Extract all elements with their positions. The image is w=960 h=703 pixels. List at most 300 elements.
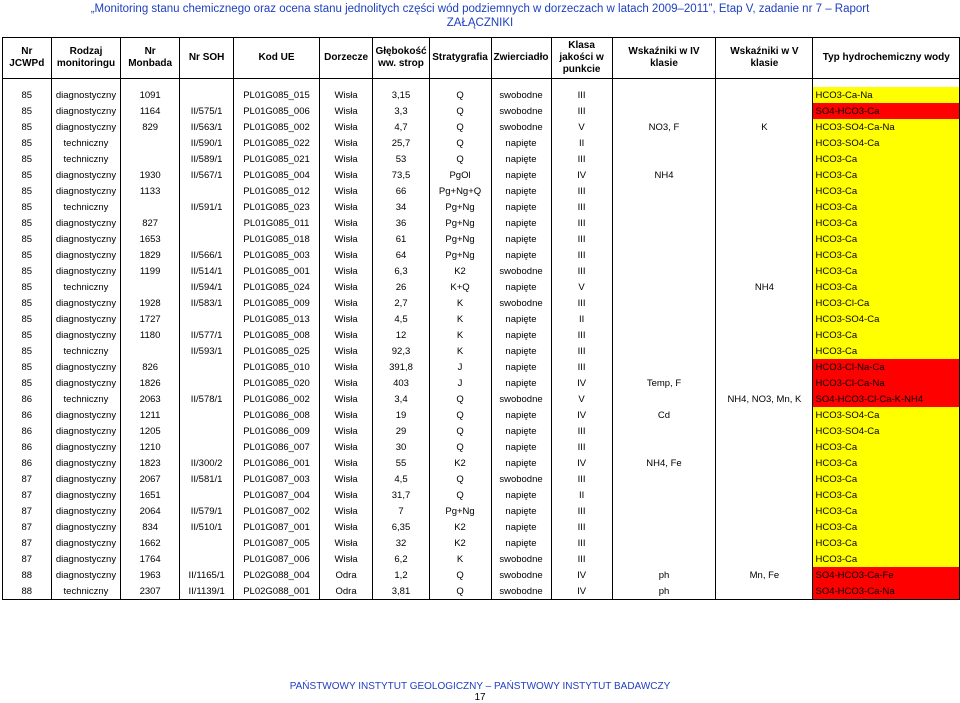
table-cell: 3,4 <box>373 391 429 407</box>
table-cell: 85 <box>3 87 52 103</box>
table-cell: K <box>429 343 491 359</box>
table-cell: 87 <box>3 551 52 567</box>
table-cell <box>612 215 716 231</box>
table-cell: 85 <box>3 231 52 247</box>
table-cell: 1826 <box>121 375 180 391</box>
table-cell: Q <box>429 583 491 600</box>
table-cell <box>716 519 813 535</box>
table-cell: napięte <box>491 327 551 343</box>
table-cell: 1210 <box>121 439 180 455</box>
table-cell: Wisła <box>319 503 373 519</box>
table-row <box>3 119 960 135</box>
table-cell <box>179 423 233 439</box>
table-cell: napięte <box>491 423 551 439</box>
table-cell: 85 <box>3 135 52 151</box>
table-cell <box>612 391 716 407</box>
table-cell: 2307 <box>121 583 180 600</box>
table-cell: Pg+Ng <box>429 503 491 519</box>
table-cell: diagnostyczny <box>51 439 121 455</box>
table-cell: 29 <box>373 423 429 439</box>
table-cell: 1963 <box>121 567 180 583</box>
table-row <box>3 263 960 279</box>
table-cell: Wisła <box>319 343 373 359</box>
table-cell: III <box>551 551 612 567</box>
table-cell: IV <box>551 583 612 600</box>
table-cell: II <box>551 311 612 327</box>
table-cell: 32 <box>373 535 429 551</box>
table-cell: 26 <box>373 279 429 295</box>
table-cell: SO4-HCO3-Ca-Na <box>813 583 960 600</box>
table-cell <box>716 199 813 215</box>
table-cell: napięte <box>491 167 551 183</box>
table-row <box>3 247 960 263</box>
table-cell: 85 <box>3 311 52 327</box>
table-cell: Pg+Ng <box>429 231 491 247</box>
table-cell: II <box>551 135 612 151</box>
table-cell: 1829 <box>121 247 180 263</box>
table-cell: 25,7 <box>373 135 429 151</box>
table-cell: 85 <box>3 183 52 199</box>
table-cell: K <box>429 551 491 567</box>
table-cell: napięte <box>491 135 551 151</box>
table-cell: 2064 <box>121 503 180 519</box>
table-cell: NH4, Fe <box>612 455 716 471</box>
table-cell: Q <box>429 119 491 135</box>
table-cell: 85 <box>3 375 52 391</box>
table-row <box>3 343 960 359</box>
table-cell: 1091 <box>121 87 180 103</box>
table-row <box>3 199 960 215</box>
table-cell: PL01G085_022 <box>234 135 319 151</box>
table-cell: HCO3-Ca <box>813 519 960 535</box>
table-cell: Q <box>429 135 491 151</box>
table-cell <box>716 551 813 567</box>
table-cell <box>716 471 813 487</box>
table-cell: Q <box>429 567 491 583</box>
table-cell: 92,3 <box>373 343 429 359</box>
table-cell: 1727 <box>121 311 180 327</box>
table-cell: 1199 <box>121 263 180 279</box>
monitoring-table <box>2 37 960 600</box>
table-cell: diagnostyczny <box>51 263 121 279</box>
table-cell: SO4-HCO3-Ca-Fe <box>813 567 960 583</box>
table-cell <box>716 215 813 231</box>
table-cell: Wisła <box>319 535 373 551</box>
table-cell: Pg+Ng+Q <box>429 183 491 199</box>
table-cell: SO4-HCO3-Cl-Ca-K-NH4 <box>813 391 960 407</box>
table-cell: PL01G087_004 <box>234 487 319 503</box>
table-cell: swobodne <box>491 103 551 119</box>
table-cell: 85 <box>3 151 52 167</box>
table-cell: II/583/1 <box>179 295 233 311</box>
table-cell: Q <box>429 391 491 407</box>
table-cell: 85 <box>3 199 52 215</box>
table-cell <box>121 151 180 167</box>
table-cell: Wisła <box>319 391 373 407</box>
table-cell: diagnostyczny <box>51 231 121 247</box>
table-cell: techniczny <box>51 135 121 151</box>
table-cell: napięte <box>491 455 551 471</box>
table-cell: K2 <box>429 519 491 535</box>
table-cell: Pg+Ng <box>429 215 491 231</box>
table-cell: K <box>429 311 491 327</box>
table-cell: techniczny <box>51 279 121 295</box>
table-cell: HCO3-Cl-Ca <box>813 295 960 311</box>
table-cell: 85 <box>3 263 52 279</box>
table-cell <box>121 279 180 295</box>
table-cell: swobodne <box>491 567 551 583</box>
table-cell: napięte <box>491 279 551 295</box>
table-cell: II/579/1 <box>179 503 233 519</box>
table-cell: HCO3-Ca <box>813 535 960 551</box>
table-cell: napięte <box>491 343 551 359</box>
table-cell: PL01G085_020 <box>234 375 319 391</box>
table-cell <box>612 295 716 311</box>
table-cell <box>121 343 180 359</box>
table-cell: J <box>429 359 491 375</box>
table-cell: K2 <box>429 535 491 551</box>
table-cell: III <box>551 423 612 439</box>
footer: PAŃSTWOWY INSTYTUT GEOLOGICZNY – PAŃSTWOWY INSTYTUT BADAWCZY <box>289 681 671 692</box>
table-cell: 2,7 <box>373 295 429 311</box>
table-cell: 85 <box>3 279 52 295</box>
table-cell: techniczny <box>51 343 121 359</box>
table-row <box>3 103 960 119</box>
table-cell <box>612 231 716 247</box>
table-cell: napięte <box>491 407 551 423</box>
table-cell: Wisła <box>319 519 373 535</box>
table-cell: 3,81 <box>373 583 429 600</box>
table-cell: 1205 <box>121 423 180 439</box>
table-cell: PL01G085_008 <box>234 327 319 343</box>
table-row <box>3 375 960 391</box>
table-cell: 53 <box>373 151 429 167</box>
table-cell: diagnostyczny <box>51 359 121 375</box>
table-cell: Wisła <box>319 263 373 279</box>
table-cell: Wisła <box>319 199 373 215</box>
table-cell <box>612 135 716 151</box>
table-cell: 36 <box>373 215 429 231</box>
table-cell <box>612 327 716 343</box>
col-header: Wskaźniki w V klasie <box>716 38 813 79</box>
table-cell <box>179 551 233 567</box>
table-row <box>3 423 960 439</box>
col-header: Głębokość ww. strop <box>373 38 429 79</box>
table-cell: HCO3-Cl-Na-Ca <box>813 359 960 375</box>
table-cell: Wisła <box>319 279 373 295</box>
table-row <box>3 503 960 519</box>
table-row <box>3 567 960 583</box>
table-cell: napięte <box>491 199 551 215</box>
table-cell: HCO3-Ca <box>813 343 960 359</box>
table-cell: PL01G085_003 <box>234 247 319 263</box>
table-cell: 86 <box>3 439 52 455</box>
table-row <box>3 311 960 327</box>
table-cell: IV <box>551 567 612 583</box>
table-cell: Pg+Ng <box>429 247 491 263</box>
table-cell <box>612 423 716 439</box>
table-cell: Q <box>429 487 491 503</box>
table-row <box>3 487 960 503</box>
table-cell <box>612 247 716 263</box>
table-cell: HCO3-SO4-Ca <box>813 407 960 423</box>
table-cell: diagnostyczny <box>51 567 121 583</box>
table-cell: PL01G085_002 <box>234 119 319 135</box>
table-cell: II/589/1 <box>179 151 233 167</box>
table-cell <box>716 535 813 551</box>
table-cell: diagnostyczny <box>51 407 121 423</box>
table-cell: III <box>551 439 612 455</box>
table-cell <box>716 343 813 359</box>
table-cell: 86 <box>3 391 52 407</box>
table-cell: PL01G085_015 <box>234 87 319 103</box>
table-cell: 19 <box>373 407 429 423</box>
table-cell: II/567/1 <box>179 167 233 183</box>
table-cell: Wisła <box>319 439 373 455</box>
table-cell: ph <box>612 567 716 583</box>
table-cell: napięte <box>491 503 551 519</box>
table-cell: 1,2 <box>373 567 429 583</box>
table-cell: SO4-HCO3-Ca <box>813 103 960 119</box>
table-cell <box>179 407 233 423</box>
table-cell: Odra <box>319 567 373 583</box>
table-cell: Wisła <box>319 471 373 487</box>
table-cell: diagnostyczny <box>51 215 121 231</box>
table-cell: IV <box>551 375 612 391</box>
table-cell: HCO3-SO4-Ca <box>813 423 960 439</box>
table-cell: II/510/1 <box>179 519 233 535</box>
table-cell: Wisła <box>319 183 373 199</box>
table-cell <box>716 151 813 167</box>
page-number: 17 <box>474 692 486 703</box>
table-cell: 1211 <box>121 407 180 423</box>
table-row <box>3 535 960 551</box>
table-cell: napięte <box>491 359 551 375</box>
table-cell: 87 <box>3 535 52 551</box>
table-cell: III <box>551 183 612 199</box>
table-cell: Wisła <box>319 551 373 567</box>
table-cell: NH4, NO3, Mn, K <box>716 391 813 407</box>
table-cell: 88 <box>3 583 52 600</box>
table-cell: K <box>429 295 491 311</box>
table-cell: 87 <box>3 487 52 503</box>
table-cell: III <box>551 503 612 519</box>
table-cell: Wisła <box>319 423 373 439</box>
table-cell: 4,5 <box>373 311 429 327</box>
table-cell <box>716 407 813 423</box>
table-cell: III <box>551 327 612 343</box>
table-cell: Pg+Ng <box>429 199 491 215</box>
table-cell: 1180 <box>121 327 180 343</box>
table-cell: 403 <box>373 375 429 391</box>
table-cell <box>179 231 233 247</box>
table-cell: diagnostyczny <box>51 535 121 551</box>
table-cell: HCO3-Ca <box>813 263 960 279</box>
table-cell: techniczny <box>51 199 121 215</box>
table-cell: PL02G088_004 <box>234 567 319 583</box>
table-cell: 85 <box>3 119 52 135</box>
table-cell: swobodne <box>491 295 551 311</box>
table-cell: HCO3-Ca <box>813 151 960 167</box>
table-cell: IV <box>551 167 612 183</box>
table-cell: HCO3-SO4-Ca <box>813 311 960 327</box>
table-cell: diagnostyczny <box>51 327 121 343</box>
table-cell <box>716 263 813 279</box>
table-cell: Wisła <box>319 407 373 423</box>
table-cell: 827 <box>121 215 180 231</box>
table-cell <box>612 487 716 503</box>
table-cell: 3,15 <box>373 87 429 103</box>
table-cell <box>179 215 233 231</box>
table-cell: HCO3-Ca <box>813 327 960 343</box>
table-cell: 4,5 <box>373 471 429 487</box>
table-cell: HCO3-Ca <box>813 455 960 471</box>
table-cell: PL01G087_002 <box>234 503 319 519</box>
table-cell: PgOl <box>429 167 491 183</box>
table-cell: diagnostyczny <box>51 103 121 119</box>
table-cell <box>716 455 813 471</box>
table-row <box>3 551 960 567</box>
table-cell: III <box>551 535 612 551</box>
table-cell: HCO3-Ca <box>813 199 960 215</box>
table-cell: II/594/1 <box>179 279 233 295</box>
table-cell: 1651 <box>121 487 180 503</box>
table-cell: 88 <box>3 567 52 583</box>
table-cell: III <box>551 519 612 535</box>
table-cell: HCO3-Ca <box>813 487 960 503</box>
table-cell: II/575/1 <box>179 103 233 119</box>
table-cell <box>612 199 716 215</box>
table-row <box>3 407 960 423</box>
table-cell: 85 <box>3 247 52 263</box>
table-cell: Wisła <box>319 151 373 167</box>
table-cell: HCO3-Ca <box>813 247 960 263</box>
table-cell: diagnostyczny <box>51 167 121 183</box>
table-cell: II/514/1 <box>179 263 233 279</box>
table-cell: HCO3-SO4-Ca-Na <box>813 119 960 135</box>
table-cell <box>716 583 813 600</box>
table-cell <box>716 423 813 439</box>
table-cell: 6,3 <box>373 263 429 279</box>
table-row <box>3 231 960 247</box>
table-cell: PL01G085_025 <box>234 343 319 359</box>
table-cell: II/1165/1 <box>179 567 233 583</box>
table-cell: ph <box>612 583 716 600</box>
table-cell: III <box>551 151 612 167</box>
table-cell: HCO3-Ca <box>813 167 960 183</box>
table-cell: diagnostyczny <box>51 247 121 263</box>
table-cell: III <box>551 231 612 247</box>
table-cell: III <box>551 263 612 279</box>
table-cell: K+Q <box>429 279 491 295</box>
table-cell <box>612 311 716 327</box>
table-row <box>3 215 960 231</box>
table-cell: Wisła <box>319 359 373 375</box>
table-cell: 87 <box>3 519 52 535</box>
table-row <box>3 439 960 455</box>
table-cell: 34 <box>373 199 429 215</box>
table-row <box>3 327 960 343</box>
table-cell: PL01G085_001 <box>234 263 319 279</box>
table-row <box>3 151 960 167</box>
table-cell: III <box>551 471 612 487</box>
table-cell: napięte <box>491 231 551 247</box>
table-cell: PL01G085_018 <box>234 231 319 247</box>
table-cell: K2 <box>429 455 491 471</box>
table-cell: napięte <box>491 519 551 535</box>
table-cell: napięte <box>491 375 551 391</box>
table-cell: 64 <box>373 247 429 263</box>
table-cell: 85 <box>3 343 52 359</box>
table-cell: II/1139/1 <box>179 583 233 600</box>
table-cell: NH4 <box>612 167 716 183</box>
table-cell <box>716 295 813 311</box>
table-cell <box>716 503 813 519</box>
table-cell: Q <box>429 87 491 103</box>
table-cell: Wisła <box>319 455 373 471</box>
table-cell: IV <box>551 455 612 471</box>
table-cell: HCO3-SO4-Ca <box>813 135 960 151</box>
table-row <box>3 359 960 375</box>
table-cell: Wisła <box>319 375 373 391</box>
table-cell <box>179 375 233 391</box>
table-cell: Temp, F <box>612 375 716 391</box>
table-cell <box>612 519 716 535</box>
table-cell <box>716 487 813 503</box>
table-cell <box>612 359 716 375</box>
table-cell: Cd <box>612 407 716 423</box>
table-cell: Wisła <box>319 119 373 135</box>
table-cell: Wisła <box>319 311 373 327</box>
table-cell: III <box>551 359 612 375</box>
table-cell: napięte <box>491 247 551 263</box>
table-cell: II/300/2 <box>179 455 233 471</box>
table-cell: Wisła <box>319 231 373 247</box>
table-row <box>3 295 960 311</box>
col-header: Rodzaj monitoringu <box>51 38 121 79</box>
table-cell: HCO3-Ca <box>813 503 960 519</box>
table-cell <box>121 199 180 215</box>
table-cell: diagnostyczny <box>51 87 121 103</box>
table-cell: swobodne <box>491 583 551 600</box>
table-cell: 73,5 <box>373 167 429 183</box>
table-cell: 66 <box>373 183 429 199</box>
table-cell: diagnostyczny <box>51 119 121 135</box>
table-cell: 1823 <box>121 455 180 471</box>
table-cell: II/590/1 <box>179 135 233 151</box>
table-cell: II/566/1 <box>179 247 233 263</box>
table-cell: K2 <box>429 263 491 279</box>
table-cell: PL01G087_003 <box>234 471 319 487</box>
table-cell <box>716 87 813 103</box>
report-title: „Monitoring stanu chemicznego oraz ocena stanu jednolitych części wód podziemnych w dorzeczach w latach 2009–2011”, Etap V, zadanie nr 7 – Raport <box>90 3 870 15</box>
table-cell: PL01G085_012 <box>234 183 319 199</box>
table-cell: diagnostyczny <box>51 295 121 311</box>
table-cell <box>716 375 813 391</box>
table-cell: V <box>551 279 612 295</box>
table-row <box>3 471 960 487</box>
table-cell: PL01G085_021 <box>234 151 319 167</box>
col-header: Zwierciadło <box>491 38 551 79</box>
table-cell: HCO3-Ca <box>813 551 960 567</box>
table-cell: 6,2 <box>373 551 429 567</box>
table-cell: PL01G087_006 <box>234 551 319 567</box>
table-cell: PL01G086_001 <box>234 455 319 471</box>
table-cell <box>179 439 233 455</box>
table-cell: napięte <box>491 311 551 327</box>
table-cell: 85 <box>3 167 52 183</box>
table-cell: K <box>429 327 491 343</box>
